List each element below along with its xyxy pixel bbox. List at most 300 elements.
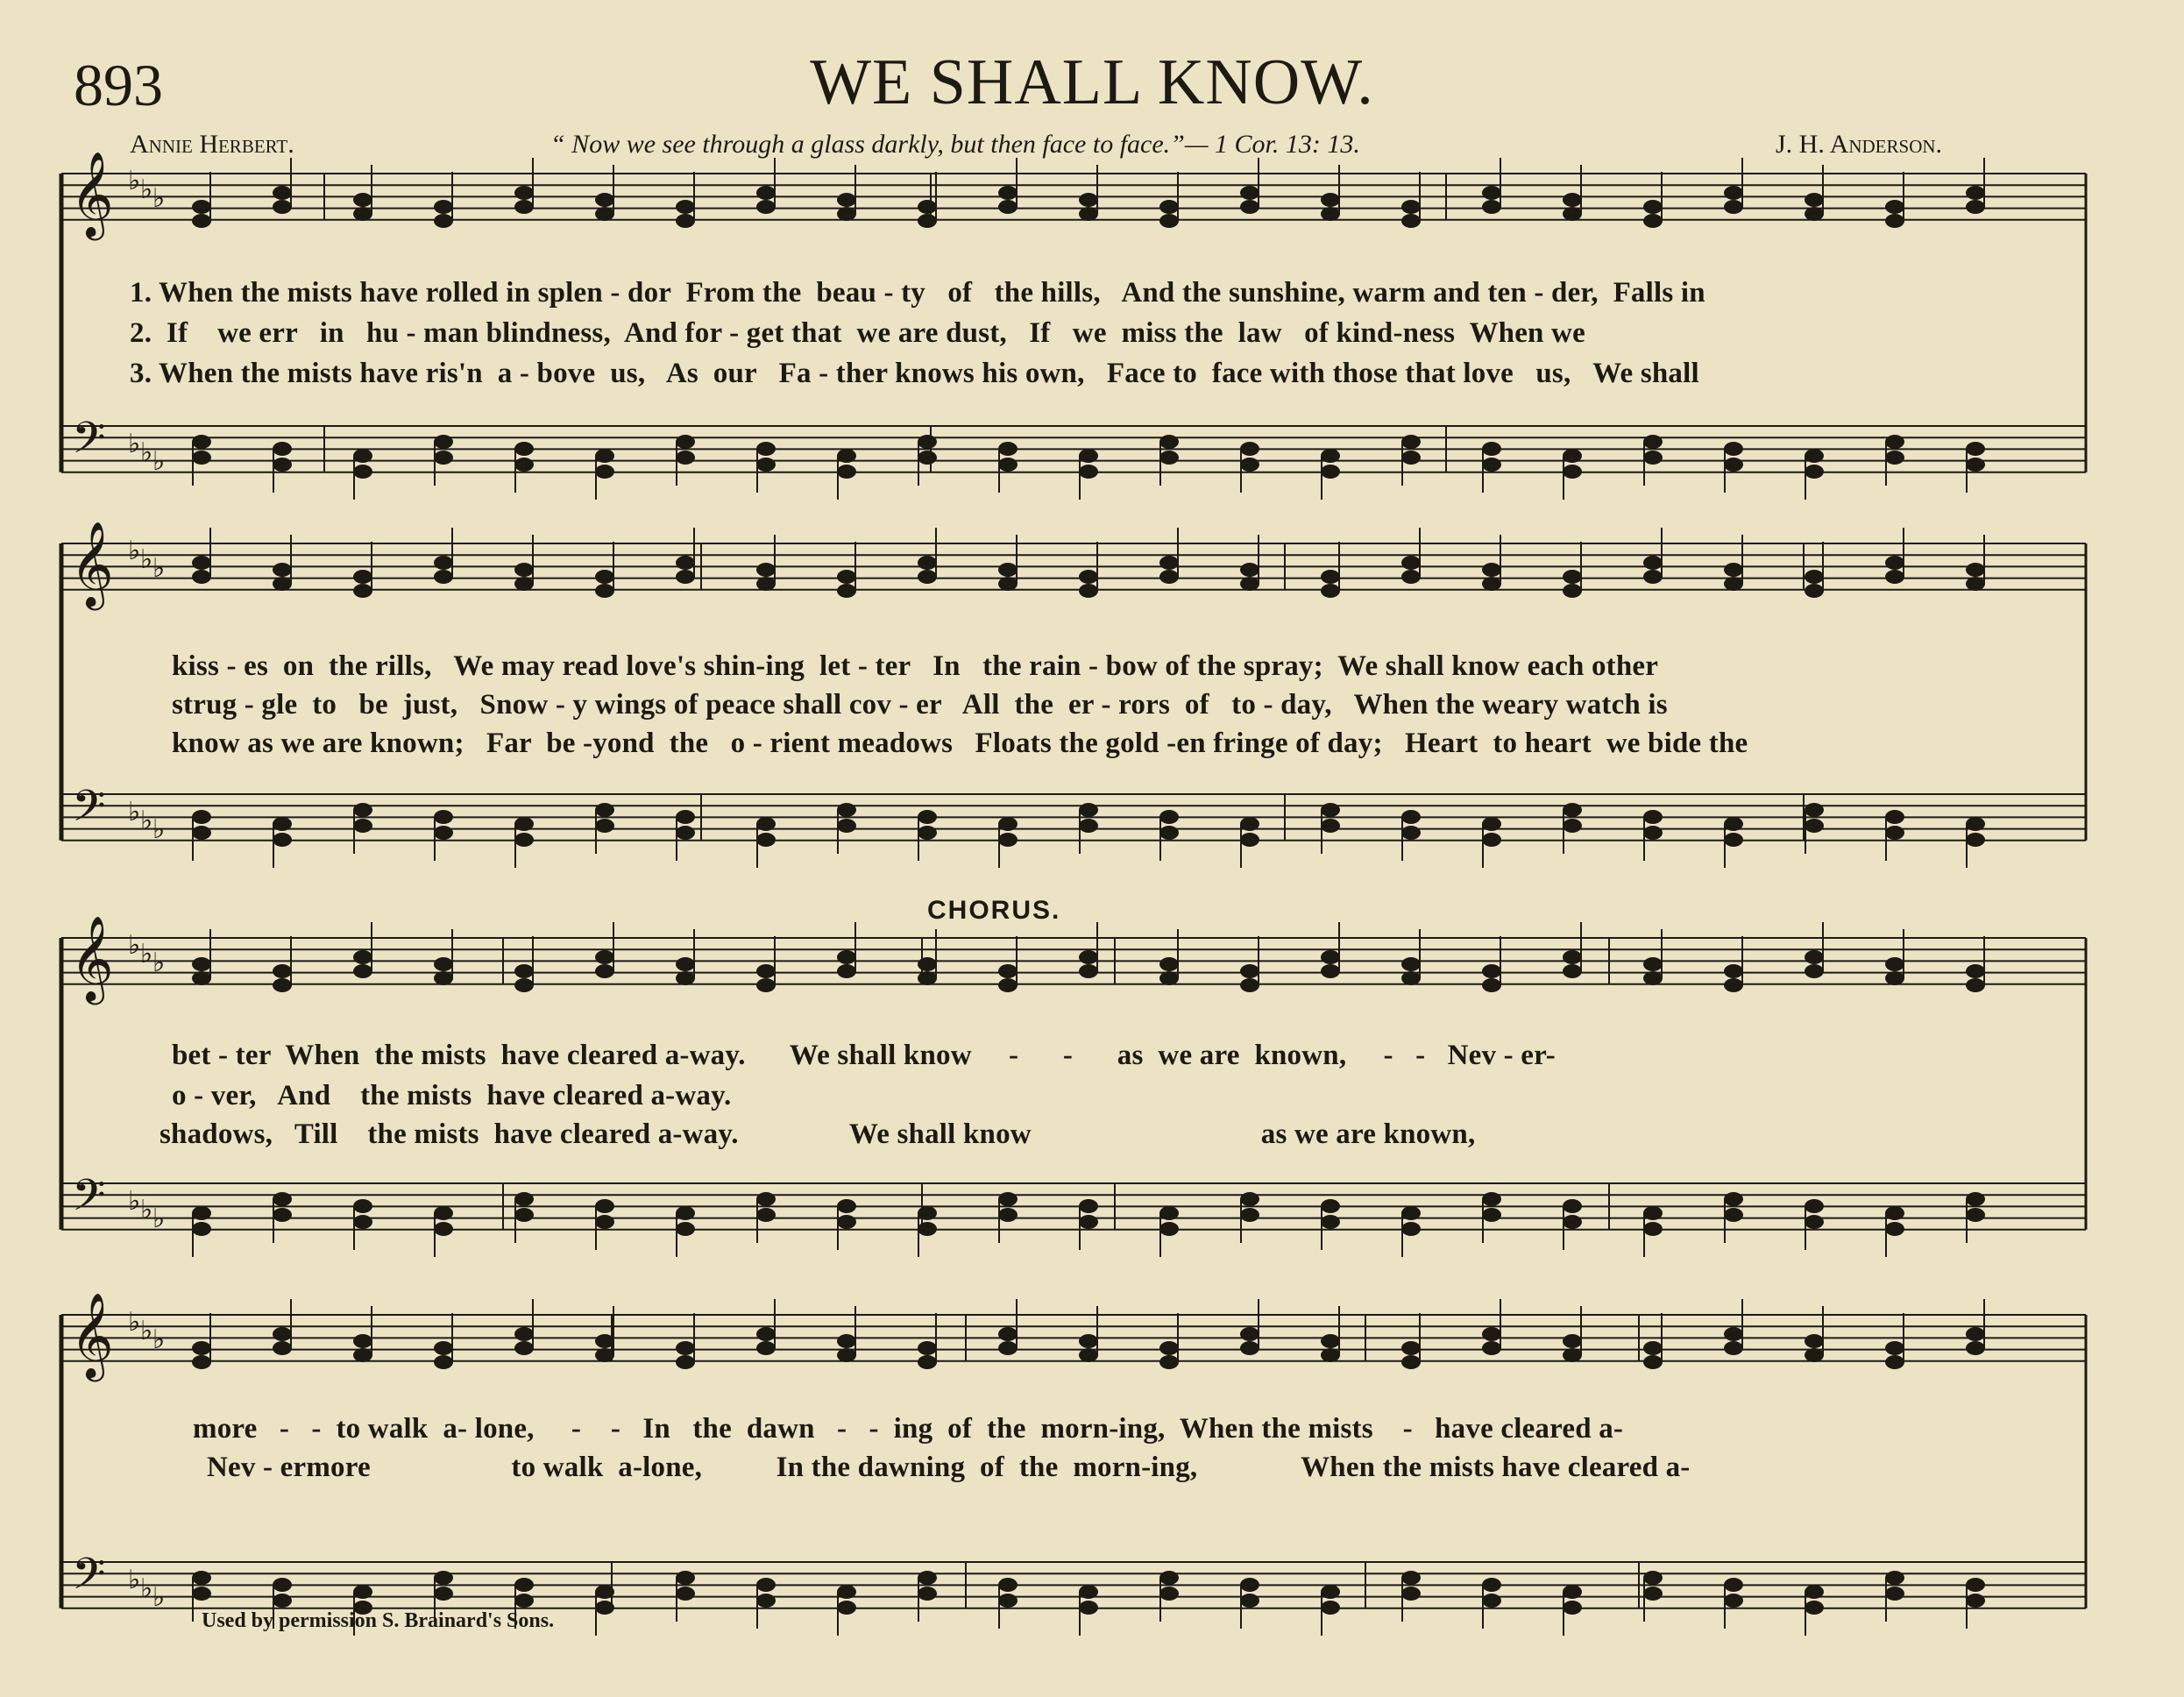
note-head	[595, 803, 614, 817]
flat-icon: ♭	[152, 1582, 166, 1613]
note-head	[1724, 1578, 1743, 1592]
note-head	[192, 1206, 211, 1220]
note-head	[1563, 1348, 1582, 1362]
note-head	[1159, 1341, 1179, 1355]
flat-icon: ♭	[140, 1573, 153, 1604]
note-head	[595, 570, 614, 584]
note-head	[1159, 435, 1179, 449]
note-head	[1805, 193, 1824, 207]
note-head	[676, 1587, 695, 1601]
treble-clef-icon: 𝄞	[70, 151, 114, 237]
note-head	[273, 200, 292, 214]
note-head	[918, 1355, 937, 1369]
note-head	[514, 442, 534, 456]
note-head	[514, 964, 534, 978]
note-head	[192, 810, 211, 824]
note-head	[998, 1594, 1018, 1608]
note-head	[434, 451, 453, 465]
flat-icon: ♭	[140, 544, 153, 575]
note-head	[756, 978, 776, 992]
note-head	[595, 449, 614, 463]
note-head	[918, 556, 937, 570]
note-head	[1885, 435, 1904, 449]
note-head	[998, 563, 1018, 577]
note-head	[1643, 1222, 1663, 1236]
note-head	[1966, 1192, 1985, 1206]
note-head	[1240, 978, 1259, 992]
note-head	[1482, 833, 1501, 847]
note-head	[1240, 577, 1259, 591]
note-head	[1482, 1192, 1501, 1206]
flat-icon: ♭	[128, 930, 141, 961]
note-head	[1159, 200, 1179, 214]
note-head	[192, 957, 211, 971]
note-head	[1885, 1341, 1904, 1355]
note-head	[1079, 207, 1098, 221]
note-head	[918, 1341, 937, 1355]
note-head	[514, 1327, 534, 1341]
note-head	[353, 803, 372, 817]
note-head	[1401, 826, 1421, 840]
note-head	[1079, 1601, 1098, 1615]
note-head	[1240, 1327, 1259, 1341]
note-head	[1643, 570, 1663, 584]
note-head	[756, 964, 776, 978]
note-head	[837, 1334, 856, 1348]
note-head	[918, 1206, 937, 1220]
note-head	[1321, 1585, 1340, 1599]
note-head	[1643, 1571, 1663, 1585]
flat-icon: ♭	[140, 174, 153, 205]
note-head	[918, 200, 937, 214]
note-head	[1885, 1355, 1904, 1369]
note-head	[192, 200, 211, 214]
flat-icon: ♭	[140, 1195, 153, 1225]
note-head	[353, 819, 372, 833]
note-head	[353, 1215, 372, 1229]
note-head	[192, 570, 211, 584]
note-head	[676, 435, 695, 449]
note-head	[676, 810, 695, 824]
note-head	[192, 435, 211, 449]
note-head	[192, 451, 211, 465]
note-head	[1401, 957, 1421, 971]
note-head	[514, 1578, 534, 1592]
note-head	[756, 458, 776, 472]
note-head	[1401, 570, 1421, 584]
note-head	[1563, 207, 1582, 221]
note-head	[434, 570, 453, 584]
note-head	[1805, 950, 1824, 964]
system-3-verse-3: shadows, Till the mists have cleared a-way. We shall know as we are known,	[160, 1118, 1476, 1150]
note-head	[434, 435, 453, 449]
flat-icon: ♭	[152, 1204, 166, 1234]
bass-clef-icon: 𝄢	[72, 413, 106, 474]
note-head	[273, 964, 292, 978]
note-head	[837, 1199, 856, 1213]
note-head	[676, 957, 695, 971]
note-head	[756, 200, 776, 214]
system-2-verse-1: kiss - es on the rills, We may read love's shin-ing let - ter In the rain - bow of the spray; We shall know each other	[172, 650, 1659, 682]
note-head	[353, 964, 372, 978]
copyright-footer: Used by permission S. Brainard's Sons.	[202, 1609, 555, 1632]
note-head	[595, 1585, 614, 1599]
note-head	[918, 214, 937, 228]
note-head	[595, 819, 614, 833]
note-head	[1563, 950, 1582, 964]
note-head	[918, 810, 937, 824]
flat-icon: ♭	[140, 437, 153, 468]
note-head	[1805, 570, 1824, 584]
composer: J. H. Anderson.	[1776, 130, 1943, 159]
note-head	[918, 826, 937, 840]
note-head	[1805, 803, 1824, 817]
note-head	[918, 570, 937, 584]
system-4-line-1: more - - to walk a- lone, - - In the dawn - - ing of the morn-ing, When the mists - have cleared a-	[193, 1413, 1624, 1445]
flat-icon: ♭	[128, 1565, 141, 1595]
note-head	[1482, 1578, 1501, 1592]
flat-icon: ♭	[152, 948, 166, 978]
note-head	[1240, 1578, 1259, 1592]
note-head	[1563, 584, 1582, 598]
note-head	[837, 1585, 856, 1599]
note-head	[1240, 817, 1259, 831]
note-head	[273, 186, 292, 200]
note-head	[353, 193, 372, 207]
note-head	[434, 957, 453, 971]
note-head	[756, 1327, 776, 1341]
note-head	[1885, 214, 1904, 228]
note-head	[1401, 1571, 1421, 1585]
note-head	[1805, 819, 1824, 833]
note-head	[192, 971, 211, 985]
note-head	[1966, 817, 1985, 831]
note-head	[1885, 556, 1904, 570]
note-head	[1563, 819, 1582, 833]
note-head	[1321, 819, 1340, 833]
note-head	[756, 563, 776, 577]
note-head	[1159, 971, 1179, 985]
note-head	[837, 1601, 856, 1615]
note-head	[1159, 1206, 1179, 1220]
note-head	[1966, 458, 1985, 472]
note-head	[1966, 186, 1985, 200]
system-1-verse-3: 3. When the mists have ris'n a - bove us, As our Fa - ther knows his own, Face to face with those that love us, We shall	[130, 358, 1699, 389]
note-head	[1724, 817, 1743, 831]
note-head	[676, 1222, 695, 1236]
note-head	[1240, 1208, 1259, 1222]
note-head	[1966, 442, 1985, 456]
flat-icon: ♭	[152, 553, 166, 584]
note-head	[676, 971, 695, 985]
note-head	[1805, 1601, 1824, 1615]
note-head	[595, 1601, 614, 1615]
note-head	[918, 1222, 937, 1236]
note-head	[595, 1199, 614, 1213]
note-head	[1966, 833, 1985, 847]
note-head	[1159, 1587, 1179, 1601]
note-head	[1724, 200, 1743, 214]
flat-icon: ♭	[128, 166, 141, 196]
note-head	[676, 200, 695, 214]
chorus-label: CHORUS.	[927, 896, 1061, 925]
note-head	[1482, 1327, 1501, 1341]
note-head	[1079, 964, 1098, 978]
note-head	[998, 186, 1018, 200]
note-head	[1643, 1355, 1663, 1369]
note-head	[514, 817, 534, 831]
note-head	[514, 563, 534, 577]
note-head	[837, 465, 856, 479]
note-head	[1482, 817, 1501, 831]
note-head	[1482, 200, 1501, 214]
note-head	[1079, 1215, 1098, 1229]
note-head	[998, 1208, 1018, 1222]
note-head	[434, 1341, 453, 1355]
note-head	[1724, 1208, 1743, 1222]
note-head	[1885, 570, 1904, 584]
note-head	[998, 978, 1018, 992]
flat-icon: ♭	[152, 446, 166, 477]
note-head	[1321, 964, 1340, 978]
note-head	[595, 207, 614, 221]
note-head	[1079, 1585, 1098, 1599]
note-head	[1159, 1222, 1179, 1236]
note-head	[1079, 449, 1098, 463]
note-head	[1159, 810, 1179, 824]
scripture-reference: “ Now we see through a glass darkly, but then face to face.”— 1 Cor. 13: 13.	[550, 130, 1360, 159]
note-head	[1563, 1199, 1582, 1213]
note-head	[434, 826, 453, 840]
note-head	[837, 584, 856, 598]
note-head	[353, 1199, 372, 1213]
note-head	[756, 1594, 776, 1608]
note-head	[192, 1222, 211, 1236]
note-head	[1885, 1571, 1904, 1585]
note-head	[1966, 1594, 1985, 1608]
flat-icon: ♭	[128, 1307, 141, 1338]
note-head	[998, 964, 1018, 978]
note-head	[676, 214, 695, 228]
note-head	[1321, 193, 1340, 207]
note-head	[1966, 577, 1985, 591]
note-head	[1966, 978, 1985, 992]
flat-icon: ♭	[140, 939, 153, 969]
note-head	[192, 214, 211, 228]
system-1-verse-2: 2. If we err in hu - man blindness, And for - get that we are dust, If we miss the law of kind-ness When we	[130, 317, 1585, 349]
note-head	[1724, 577, 1743, 591]
note-head	[998, 1578, 1018, 1592]
note-head	[998, 817, 1018, 831]
note-head	[998, 458, 1018, 472]
note-head	[273, 1208, 292, 1222]
note-head	[353, 449, 372, 463]
note-head	[1079, 803, 1098, 817]
note-head	[1482, 964, 1501, 978]
note-head	[998, 833, 1018, 847]
note-head	[1805, 449, 1824, 463]
note-head	[514, 1341, 534, 1355]
note-head	[918, 435, 937, 449]
note-head	[756, 577, 776, 591]
note-head	[756, 186, 776, 200]
note-head	[1240, 1192, 1259, 1206]
note-head	[1240, 833, 1259, 847]
note-head	[1724, 1192, 1743, 1206]
note-head	[1724, 1327, 1743, 1341]
system-4-line-2: Nev - ermore to walk a-lone, In the dawning of the morn-ing, When the mists have cleared a-	[207, 1452, 1691, 1483]
note-head	[1563, 1601, 1582, 1615]
note-head	[434, 1222, 453, 1236]
note-head	[1079, 465, 1098, 479]
note-head	[353, 1334, 372, 1348]
note-head	[1805, 964, 1824, 978]
note-head	[1643, 435, 1663, 449]
note-head	[998, 442, 1018, 456]
note-head	[1885, 810, 1904, 824]
note-head	[1079, 819, 1098, 833]
note-head	[353, 207, 372, 221]
note-head	[1724, 964, 1743, 978]
note-head	[1401, 971, 1421, 985]
note-head	[837, 819, 856, 833]
note-head	[1321, 1601, 1340, 1615]
note-head	[1482, 978, 1501, 992]
note-head	[756, 442, 776, 456]
note-head	[1482, 442, 1501, 456]
note-head	[1159, 570, 1179, 584]
treble-clef-icon: 𝄞	[70, 1292, 114, 1378]
note-head	[1643, 556, 1663, 570]
hymn-number: 893	[74, 52, 163, 118]
note-head	[1321, 1348, 1340, 1362]
note-head	[1966, 200, 1985, 214]
note-head	[1563, 1334, 1582, 1348]
note-head	[837, 207, 856, 221]
note-head	[1805, 207, 1824, 221]
note-head	[1885, 957, 1904, 971]
note-head	[756, 1341, 776, 1355]
note-head	[1966, 1327, 1985, 1341]
note-head	[918, 971, 937, 985]
note-head	[1966, 1208, 1985, 1222]
note-head	[676, 1355, 695, 1369]
note-head	[998, 1192, 1018, 1206]
note-head	[1643, 451, 1663, 465]
note-head	[273, 442, 292, 456]
note-head	[595, 964, 614, 978]
note-head	[1966, 1578, 1985, 1592]
note-head	[756, 1578, 776, 1592]
note-head	[514, 1594, 534, 1608]
note-head	[1079, 1348, 1098, 1362]
note-head	[1401, 1341, 1421, 1355]
note-head	[756, 1192, 776, 1206]
note-head	[1724, 1341, 1743, 1355]
note-head	[1401, 1206, 1421, 1220]
note-head	[1079, 950, 1098, 964]
note-head	[1805, 1215, 1824, 1229]
note-head	[595, 950, 614, 964]
note-head	[1805, 584, 1824, 598]
note-head	[1805, 1348, 1824, 1362]
note-head	[1321, 1215, 1340, 1229]
flat-icon: ♭	[128, 536, 141, 566]
note-head	[1563, 193, 1582, 207]
note-head	[1724, 1594, 1743, 1608]
note-head	[1159, 214, 1179, 228]
note-head	[595, 1215, 614, 1229]
note-head	[1159, 1571, 1179, 1585]
note-head	[1563, 1585, 1582, 1599]
note-head	[1240, 1594, 1259, 1608]
note-head	[1805, 1585, 1824, 1599]
note-head	[1240, 1341, 1259, 1355]
bass-clef-icon: 𝄢	[72, 781, 106, 842]
note-head	[1321, 465, 1340, 479]
note-head	[1401, 451, 1421, 465]
note-head	[1159, 1355, 1179, 1369]
note-head	[1321, 584, 1340, 598]
note-head	[918, 1571, 937, 1585]
note-head	[434, 1587, 453, 1601]
note-head	[595, 584, 614, 598]
note-head	[1401, 1587, 1421, 1601]
note-head	[837, 570, 856, 584]
flat-icon: ♭	[128, 797, 141, 827]
note-head	[1643, 1587, 1663, 1601]
note-head	[514, 1192, 534, 1206]
note-head	[273, 458, 292, 472]
bass-clef-icon: 𝄢	[72, 1170, 106, 1232]
note-head	[1482, 1208, 1501, 1222]
note-head	[1159, 957, 1179, 971]
note-head	[1079, 584, 1098, 598]
note-head	[1724, 563, 1743, 577]
note-head	[1482, 1341, 1501, 1355]
note-head	[1724, 186, 1743, 200]
note-head	[676, 1206, 695, 1220]
note-head	[1643, 810, 1663, 824]
note-head	[273, 563, 292, 577]
note-head	[1805, 1334, 1824, 1348]
note-head	[1885, 971, 1904, 985]
note-head	[1563, 803, 1582, 817]
note-head	[1401, 1222, 1421, 1236]
flat-icon: ♭	[140, 1316, 153, 1346]
note-head	[1482, 563, 1501, 577]
note-head	[192, 1341, 211, 1355]
note-head	[1885, 826, 1904, 840]
note-head	[514, 458, 534, 472]
note-head	[1401, 1355, 1421, 1369]
note-head	[273, 1327, 292, 1341]
note-head	[676, 1571, 695, 1585]
note-head	[1482, 458, 1501, 472]
note-head	[434, 200, 453, 214]
note-head	[837, 964, 856, 978]
note-head	[514, 200, 534, 214]
note-head	[514, 978, 534, 992]
note-head	[273, 1594, 292, 1608]
note-head	[756, 1208, 776, 1222]
note-head	[837, 950, 856, 964]
note-head	[192, 1571, 211, 1585]
flat-icon: ♭	[140, 806, 153, 836]
lyricist: Annie Herbert.	[130, 130, 294, 159]
note-head	[192, 556, 211, 570]
note-head	[1159, 826, 1179, 840]
